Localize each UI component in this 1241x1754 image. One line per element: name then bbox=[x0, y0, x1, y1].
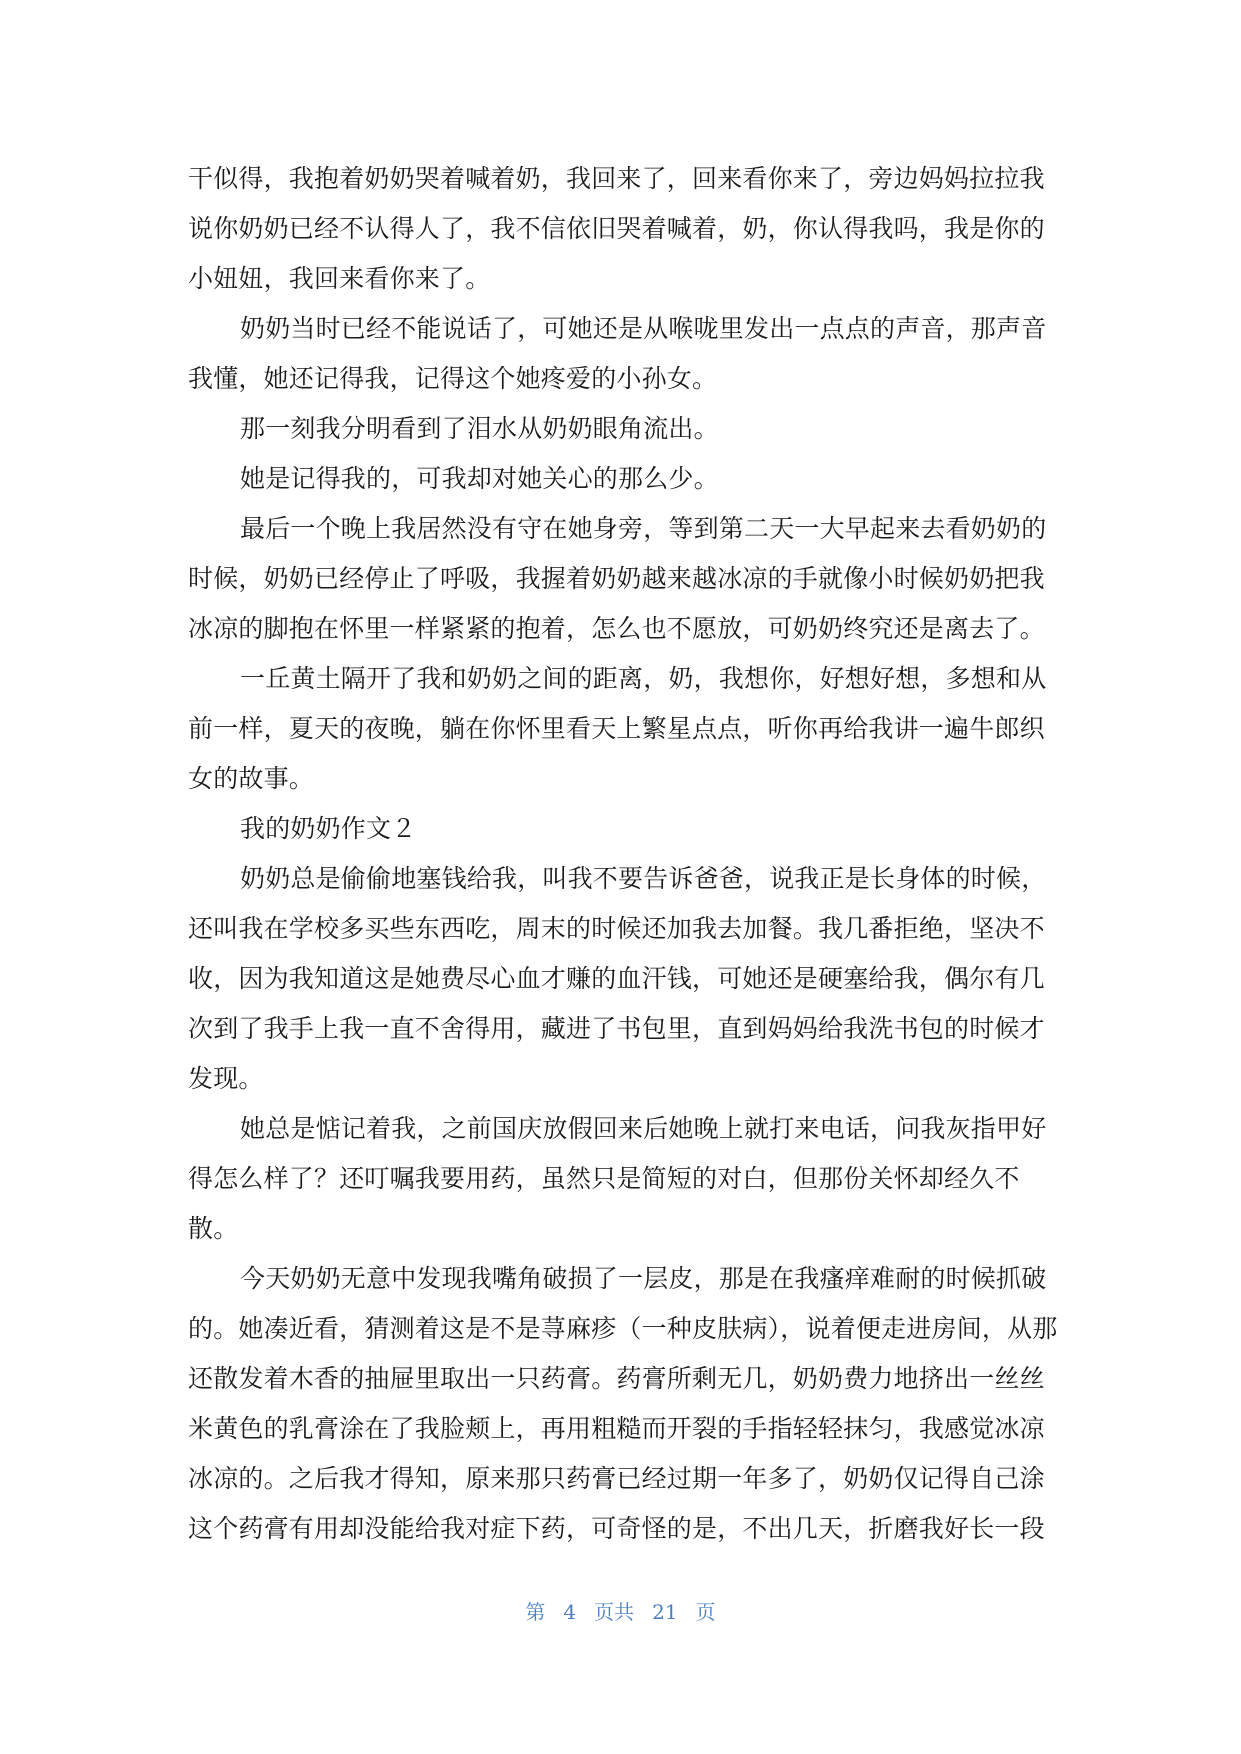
text-line: 还散发着木香的抽屉里取出一只药膏。药膏所剩无几，奶奶费力地挤出一丝丝 bbox=[188, 1364, 1045, 1393]
text-line: 时候，奶奶已经停止了呼吸，我握着奶奶越来越冰凉的手就像小时候奶奶把我 bbox=[188, 564, 1045, 593]
text-line: 小妞妞，我回来看你来了。 bbox=[188, 264, 491, 293]
paragraph bbox=[188, 854, 1052, 1104]
footer-total-pages: 21 bbox=[652, 1600, 678, 1624]
paragraph bbox=[188, 654, 1052, 804]
text-line: 散。 bbox=[188, 1214, 239, 1243]
document-body bbox=[188, 154, 1058, 1554]
paragraph bbox=[188, 1104, 1052, 1254]
text-line: 这个药膏有用却没能给我对症下药，可奇怪的是，不出几天，折磨我好长一段 bbox=[188, 1514, 1045, 1543]
footer-current-page: 4 bbox=[563, 1600, 577, 1624]
text-line: 米黄色的乳膏涂在了我脸颊上，再用粗糙而开裂的手指轻轻抹匀，我感觉冰凉 bbox=[188, 1414, 1045, 1443]
footer-middle: 页共 bbox=[594, 1600, 635, 1624]
text-line: 冰凉的脚抱在怀里一样紧紧的抱着，怎么也不愿放，可奶奶终究还是离去了。 bbox=[188, 614, 1045, 643]
text-line: 奶奶总是偷偷地塞钱给我，叫我不要告诉爸爸，说我正是长身体的时候， bbox=[240, 864, 1047, 893]
paragraph bbox=[188, 1254, 1058, 1554]
paragraph bbox=[188, 154, 1052, 304]
text-line: 前一样，夏天的夜晚，躺在你怀里看天上繁星点点，听你再给我讲一遍牛郎织 bbox=[188, 714, 1045, 743]
text-line: 那一刻我分明看到了泪水从奶奶眼角流出。 bbox=[240, 414, 719, 443]
text-line: 发现。 bbox=[188, 1064, 264, 1093]
page-footer bbox=[0, 1596, 1241, 1625]
text-line: 次到了我手上我一直不舍得用，藏进了书包里，直到妈妈给我洗书包的时候才 bbox=[188, 1014, 1045, 1043]
section-title bbox=[188, 804, 1052, 854]
text-line: 最后一个晚上我居然没有守在她身旁，等到第二天一大早起来去看奶奶的 bbox=[240, 514, 1047, 543]
text-line: 奶奶当时已经不能说话了，可她还是从喉咙里发出一点点的声音，那声音 bbox=[240, 314, 1047, 343]
text-line: 我懂，她还记得我，记得这个她疼爱的小孙女。 bbox=[188, 364, 718, 393]
paragraph bbox=[188, 504, 1052, 654]
footer-suffix: 页 bbox=[695, 1600, 716, 1624]
text-line: 干似得，我抱着奶奶哭着喊着奶，我回来了，回来看你来了，旁边妈妈拉拉我 bbox=[188, 164, 1045, 193]
paragraph bbox=[188, 454, 1052, 504]
text-line: 收，因为我知道这是她费尽心血才赚的血汗钱，可她还是硬塞给我，偶尔有几 bbox=[188, 964, 1045, 993]
paragraph bbox=[188, 304, 1052, 404]
text-line: 她是记得我的，可我却对她关心的那么少。 bbox=[240, 464, 719, 493]
footer-prefix: 第 bbox=[525, 1600, 546, 1624]
text-line: 冰凉的。之后我才得知，原来那只药膏已经过期一年多了，奶奶仅记得自己涂 bbox=[188, 1464, 1045, 1493]
paragraph bbox=[188, 404, 1052, 454]
text-line: 她总是惦记着我，之前国庆放假回来后她晚上就打来电话，问我灰指甲好 bbox=[240, 1114, 1047, 1143]
text-line: 得怎么样了？还叮嘱我要用药，虽然只是简短的对白，但那份关怀却经久不 bbox=[188, 1164, 1020, 1193]
text-line: 一丘黄土隔开了我和奶奶之间的距离，奶，我想你，好想好想，多想和从 bbox=[240, 664, 1047, 693]
text-line: 还叫我在学校多买些东西吃，周末的时候还加我去加餐。我几番拒绝，坚决不 bbox=[188, 914, 1045, 943]
text-line: 今天奶奶无意中发现我嘴角破损了一层皮，那是在我瘙痒难耐的时候抓破 bbox=[240, 1264, 1047, 1293]
text-line: 女的故事。 bbox=[188, 764, 315, 793]
text-line: 我的奶奶作文２ bbox=[240, 814, 417, 843]
text-line: 说你奶奶已经不认得人了，我不信依旧哭着喊着，奶，你认得我吗，我是你的 bbox=[188, 214, 1045, 243]
text-line: 的。她凑近看，猜测着这是不是荨麻疹（一种皮肤病），说着便走进房间，从那 bbox=[188, 1314, 1058, 1343]
